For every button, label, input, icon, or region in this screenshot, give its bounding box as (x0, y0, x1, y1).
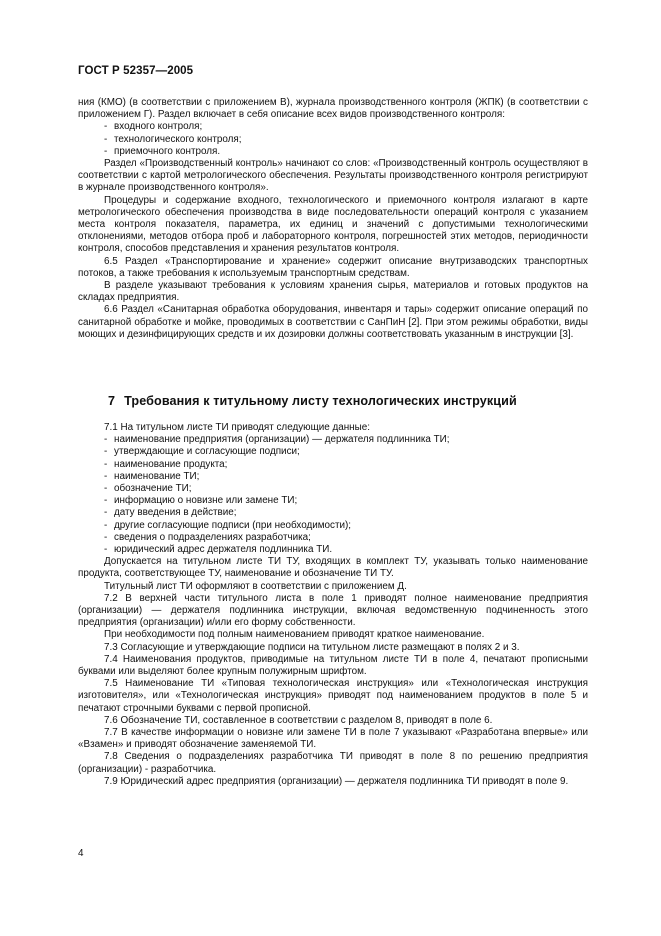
paragraph-tu: Допускается на титульном листе ТИ ТУ, входящих в комплект ТУ, указывать только наименование продукта, соответствующее ТУ, наименование и обозначение ТИ ТУ. (78, 556, 588, 580)
list-item-title-data: - другие согласующие подписи (при необходимости); (78, 520, 588, 532)
paragraph-6-5: 6.5 Раздел «Транспортирование и хранение» содержит описание внутризаводских транспортных потоков, а также требования к используемым транспортным средствам. (78, 255, 588, 279)
list-item-title-data: - сведения о подразделениях разработчика; (78, 532, 588, 544)
paragraph-storage: В разделе указывают требования к условиям хранения сырья, материалов и готовых продуктов на складах предприятия. (78, 280, 588, 304)
paragraph-7-6: 7.6 Обозначение ТИ, составленное в соответствии с разделом 8, приводят в поле 6. (104, 714, 493, 726)
list-item-title-data: - обозначение ТИ; (78, 483, 588, 495)
list-item-title-data: - юридический адрес держателя подлинника ТИ. (78, 544, 588, 556)
paragraph-7-2-short-name: При необходимости под полным наименованием приводят краткое наименование. (104, 629, 485, 641)
paragraph-7-4: 7.4 Наименования продуктов, приводимые на титульном листе ТИ в поле 4, печатают прописными буквами или выделяют более крупным полужирным шрифтом. (78, 653, 588, 678)
list-item-title-data: - дату введения в действие; (78, 507, 588, 519)
paragraph-7-7: 7.7 В качестве информации о новизне или замене ТИ в поле 7 указывают «Разработана впервые» или «Взамен» и приводят обозначение заменяемой ТИ. (78, 727, 588, 751)
section-7-number: 7 (108, 394, 116, 408)
section-7-heading (108, 394, 517, 408)
list-item-control: - технологического контроля; (78, 134, 588, 146)
page-number: 4 (78, 848, 84, 859)
paragraph-7-8: 7.8 Сведения о подразделениях разработчика ТИ приводят в поле 8 по решению предприятия (организации) - разработчика. (78, 751, 588, 775)
paragraph-procedures: Процедуры и содержание входного, технологического и приемочного контроля излагают в карте метрологического обеспечения производства в виде последовательности операций контроля с указанием места контроля показателя, параметра, их единиц и значений с допустимыми технологическими отклонениями, методов отбора проб и лабораторного контроля, погрешностей этих методов, периодичности контроля, способов представления и хранения результатов контроля. (78, 194, 588, 255)
section-6-continuation (78, 97, 588, 341)
paragraph-6-6: 6.6 Раздел «Санитарная обработка оборудования, инвентаря и тары» содержит описание операций по санитарной обработке и мойке, проводимых в соответствии с СанПиН [2]. При этом режимы обработки, виды моющих и дезинфицирующих средств и их дозировки должны соответствовать указанным в инструкции [3]. (78, 304, 588, 340)
section-7-body (78, 422, 588, 788)
list-item-control: - входного контроля; (78, 121, 588, 133)
paragraph-7-1: 7.1 На титульном листе ТИ приводят следующие данные: (104, 422, 370, 433)
list-item-title-data: - утверждающие и согласующие подписи; (78, 446, 588, 458)
paragraph-appendix-d: Титульный лист ТИ оформляют в соответствии с приложением Д. (104, 580, 407, 592)
document-header: ГОСТ Р 52357—2005 (78, 65, 194, 77)
paragraph-7-5: 7.5 Наименование ТИ «Типовая технологическая инструкция» или «Технологическая инструкция изготовителя», или «Технологическая инструкция» приводят под наименованием продуктов в поле 5 и печатают строчными буквами с первой прописной. (78, 678, 588, 714)
section-7-title: Требования к титульному листу технологических инструкций (124, 394, 517, 408)
paragraph-7-9: 7.9 Юридический адрес предприятия (организации) — держателя подлинника ТИ приводят в поле 9. (104, 775, 569, 787)
paragraph-kmo: ния (КМО) (в соответствии с приложением В), журнала производственного контроля (ЖПК) (в соответствии с приложением Г). Раздел включает в себя описание всех видов производственного контроля: (78, 97, 588, 121)
paragraph-7-2: 7.2 В верхней части титульного листа в поле 1 приводят полное наименование предприятия (организации) — держателя подлинника инструкции, включая ведомственную подчиненность этого предприятия (организации) и/или его форму собственности. (78, 592, 588, 629)
list-item-title-data: - наименование предприятия (организации) — держателя подлинника ТИ; (78, 434, 588, 446)
paragraph-7-3: 7.3 Согласующие и утверждающие подписи на титульном листе размещают в полях 2 и 3. (104, 641, 520, 653)
list-item-title-data: - наименование ТИ; (78, 471, 588, 483)
list-item-control: - приемочного контроля. (78, 146, 588, 158)
paragraph-production-control: Раздел «Производственный контроль» начинают со слов: «Производственный контроль осуществляют в соответствии с картой метрологического обеспечения. Результаты производственного контроля регистрируют в журнале производственного контроля». (78, 158, 588, 194)
list-item-title-data: - информацию о новизне или замене ТИ; (78, 495, 588, 507)
list-item-title-data: - наименование продукта; (78, 459, 588, 471)
